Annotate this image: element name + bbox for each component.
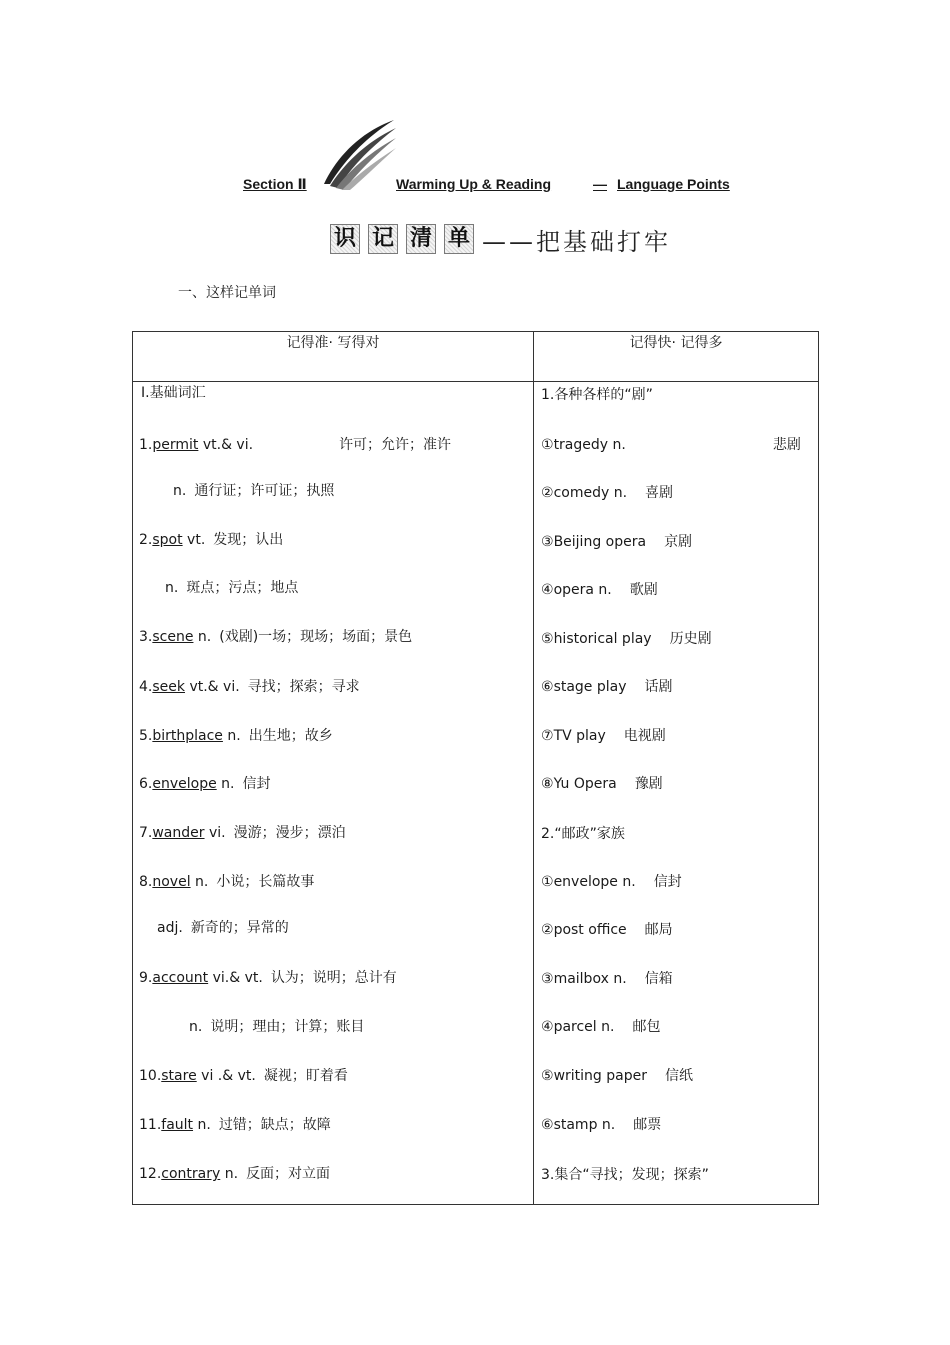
subsection-heading: Ⅰ.基础词汇: [141, 385, 206, 401]
entry-number: 4.: [139, 679, 153, 695]
word-meaning: 喜剧: [645, 485, 674, 501]
circled-number: ⑥: [541, 1117, 554, 1133]
entry-number: 5.: [139, 728, 153, 744]
tip-entry: [541, 1114, 661, 1134]
part-of-speech: vt.: [182, 532, 206, 548]
group-heading: 3.集合“寻找；发现；探索”: [541, 1167, 709, 1183]
word-meaning: 发现；认出: [213, 532, 284, 548]
vocab-word: account: [152, 970, 209, 986]
tip-entry: [541, 531, 692, 551]
word-meaning: 通行证；许可证；执照: [194, 483, 335, 499]
tip-entry: [541, 725, 666, 745]
vocab-word: contrary: [161, 1166, 221, 1182]
entry-number: 1.: [139, 437, 153, 453]
section-logo-icon: [316, 118, 398, 190]
word-meaning: 反面；对立面: [246, 1166, 331, 1182]
tip-entry: [541, 1016, 660, 1036]
group-heading: 1.各种各样的“剧”: [541, 387, 653, 403]
entry-number: 9.: [139, 970, 153, 986]
entry-number: 7.: [139, 825, 153, 841]
vocab-entry: [189, 1016, 364, 1036]
word-meaning: 说明；理由；计算；账目: [210, 1019, 365, 1035]
entry-number: 6.: [139, 776, 153, 792]
part-of-speech: n.: [222, 728, 241, 744]
word-meaning: 斑点；污点；地点: [186, 580, 299, 596]
vocabulary-table: [132, 331, 819, 1205]
word-meaning: 出生地；故乡: [248, 728, 333, 744]
related-word: tragedy n.: [553, 437, 626, 453]
part-of-speech: n.: [173, 483, 187, 499]
banner-char: 清: [406, 224, 436, 254]
word-meaning: 京剧: [664, 534, 693, 550]
related-word: post office: [553, 922, 627, 938]
vocab-word: permit: [152, 437, 199, 453]
circled-number: ④: [541, 1019, 554, 1035]
word-meaning: 歌剧: [629, 582, 658, 598]
vocab-entry: [139, 1163, 330, 1183]
vocab-entry: [157, 917, 289, 937]
part-of-speech: n.: [193, 1117, 211, 1133]
banner-char: 识: [330, 224, 360, 254]
banner-text: ——把基础打牢: [482, 227, 671, 256]
word-meaning: 邮票: [633, 1117, 662, 1133]
word-meaning: (戏剧)一场；现场；场面；景色: [219, 629, 413, 645]
related-word: opera n.: [553, 582, 612, 598]
table-header-left: 记得准· 写得对: [133, 332, 534, 382]
vocab-entry: [141, 382, 206, 402]
word-meaning: 信封: [653, 874, 682, 890]
part-heading: 一、这样记单词: [178, 285, 276, 301]
word-meaning: 新奇的；异常的: [190, 920, 289, 936]
part-of-speech: vt.& vi.: [198, 437, 254, 453]
entry-number: 10.: [139, 1068, 162, 1084]
tip-entry: [541, 628, 712, 648]
lesson-subtitle: Language Points: [617, 176, 730, 192]
related-word: stage play: [553, 679, 627, 695]
entry-number: 2.: [139, 532, 153, 548]
vocab-entry: [139, 676, 360, 696]
part-of-speech: n.: [220, 1166, 239, 1182]
vocab-entry: [165, 577, 298, 597]
vocab-entry: [139, 529, 283, 549]
entry-number: 8.: [139, 874, 153, 890]
vocab-word: fault: [161, 1117, 194, 1133]
part-of-speech: n.: [189, 1019, 203, 1035]
word-meaning: 豫剧: [634, 776, 663, 792]
memory-tips-column: [534, 382, 819, 1205]
related-word: stamp n.: [553, 1117, 616, 1133]
circled-number: ②: [541, 922, 554, 938]
vocab-word: birthplace: [152, 728, 223, 744]
related-word: mailbox n.: [553, 971, 627, 987]
tip-entry: [541, 919, 673, 939]
part-of-speech: n.: [193, 629, 212, 645]
tip-entry: [541, 434, 801, 454]
vocab-entry: [139, 626, 412, 646]
circled-number: ⑤: [541, 1068, 554, 1084]
word-meaning: 认为；说明；总计有: [270, 970, 397, 986]
part-of-speech: vi.& vt.: [208, 970, 263, 986]
tip-entry: [541, 968, 673, 988]
entry-number: 3.: [139, 629, 153, 645]
circled-number: ⑦: [541, 728, 554, 744]
word-meaning: 邮包: [632, 1019, 661, 1035]
vocab-word: seek: [152, 679, 185, 695]
vocab-word: envelope: [152, 776, 217, 792]
word-meaning: 寻找；探索；寻求: [247, 679, 360, 695]
tip-entry: [541, 823, 625, 843]
vocab-entry: [139, 773, 270, 793]
word-meaning: 漫游；漫步；漂泊: [233, 825, 346, 841]
word-meaning: 许可；允许；准许: [339, 437, 452, 453]
word-meaning: 邮局: [644, 922, 673, 938]
part-of-speech: n.: [165, 580, 179, 596]
vocab-entry: [139, 871, 314, 891]
lesson-title: Warming Up & Reading: [396, 176, 552, 192]
related-word: envelope n.: [553, 874, 636, 890]
tip-entry: [541, 579, 658, 599]
word-meaning: 过错；缺点；故障: [218, 1117, 331, 1133]
vocab-entry: [139, 967, 397, 987]
tip-entry: [541, 1164, 709, 1184]
related-word: parcel n.: [553, 1019, 615, 1035]
vocab-entry: [139, 1114, 331, 1134]
word-meaning: 悲剧: [772, 437, 801, 453]
entry-number: 11.: [139, 1117, 162, 1133]
related-word: historical play: [553, 631, 652, 647]
word-meaning: 话剧: [644, 679, 673, 695]
circled-number: ⑥: [541, 679, 554, 695]
section-banner: [330, 222, 671, 256]
tip-entry: [541, 1065, 693, 1085]
tip-entry: [541, 482, 673, 502]
basic-vocab-column: [133, 382, 534, 1205]
word-meaning: 信箱: [644, 971, 673, 987]
word-meaning: 电视剧: [623, 728, 666, 744]
related-word: TV play: [553, 728, 606, 744]
vocab-entry: [139, 1065, 348, 1085]
circled-number: ②: [541, 485, 554, 501]
part-of-speech: n.: [190, 874, 209, 890]
part-of-speech: adj.: [157, 920, 183, 936]
related-word: comedy n.: [553, 485, 628, 501]
tip-entry: [541, 871, 682, 891]
circled-number: ④: [541, 582, 554, 598]
related-word: Beijing opera: [553, 534, 647, 550]
tip-entry: [541, 773, 663, 793]
section-label: Section Ⅱ: [243, 176, 307, 192]
word-meaning: 小说；长篇故事: [216, 874, 315, 890]
vocab-word: stare: [161, 1068, 197, 1084]
part-of-speech: vi .& vt.: [196, 1068, 256, 1084]
table-header-right: 记得快· 记得多: [534, 332, 819, 382]
title-dash: —: [593, 176, 607, 192]
banner-char: 记: [368, 224, 398, 254]
vocab-entry: [139, 725, 333, 745]
vocab-entry: [173, 480, 334, 500]
group-heading: 2.“邮政”家族: [541, 826, 625, 842]
circled-number: ③: [541, 534, 554, 550]
circled-number: ①: [541, 874, 554, 890]
word-meaning: 信纸: [664, 1068, 693, 1084]
vocab-word: novel: [152, 874, 191, 890]
vocab-word: spot: [152, 532, 183, 548]
circled-number: ①: [541, 437, 554, 453]
banner-char: 单: [444, 224, 474, 254]
circled-number: ⑧: [541, 776, 554, 792]
circled-number: ⑤: [541, 631, 554, 647]
vocab-word: wander: [152, 825, 205, 841]
related-word: Yu Opera: [553, 776, 617, 792]
vocab-entry: [139, 434, 451, 454]
tip-entry: [541, 676, 673, 696]
related-word: writing paper: [553, 1068, 647, 1084]
vocab-entry: [139, 822, 346, 842]
word-meaning: 信封: [242, 776, 271, 792]
circled-number: ③: [541, 971, 554, 987]
entry-number: 12.: [139, 1166, 162, 1182]
part-of-speech: n.: [216, 776, 235, 792]
word-meaning: 凝视；盯着看: [263, 1068, 348, 1084]
part-of-speech: vt.& vi.: [185, 679, 240, 695]
vocab-word: scene: [152, 629, 194, 645]
tip-entry: [541, 384, 653, 404]
word-meaning: 历史剧: [669, 631, 712, 647]
part-of-speech: vi.: [204, 825, 226, 841]
